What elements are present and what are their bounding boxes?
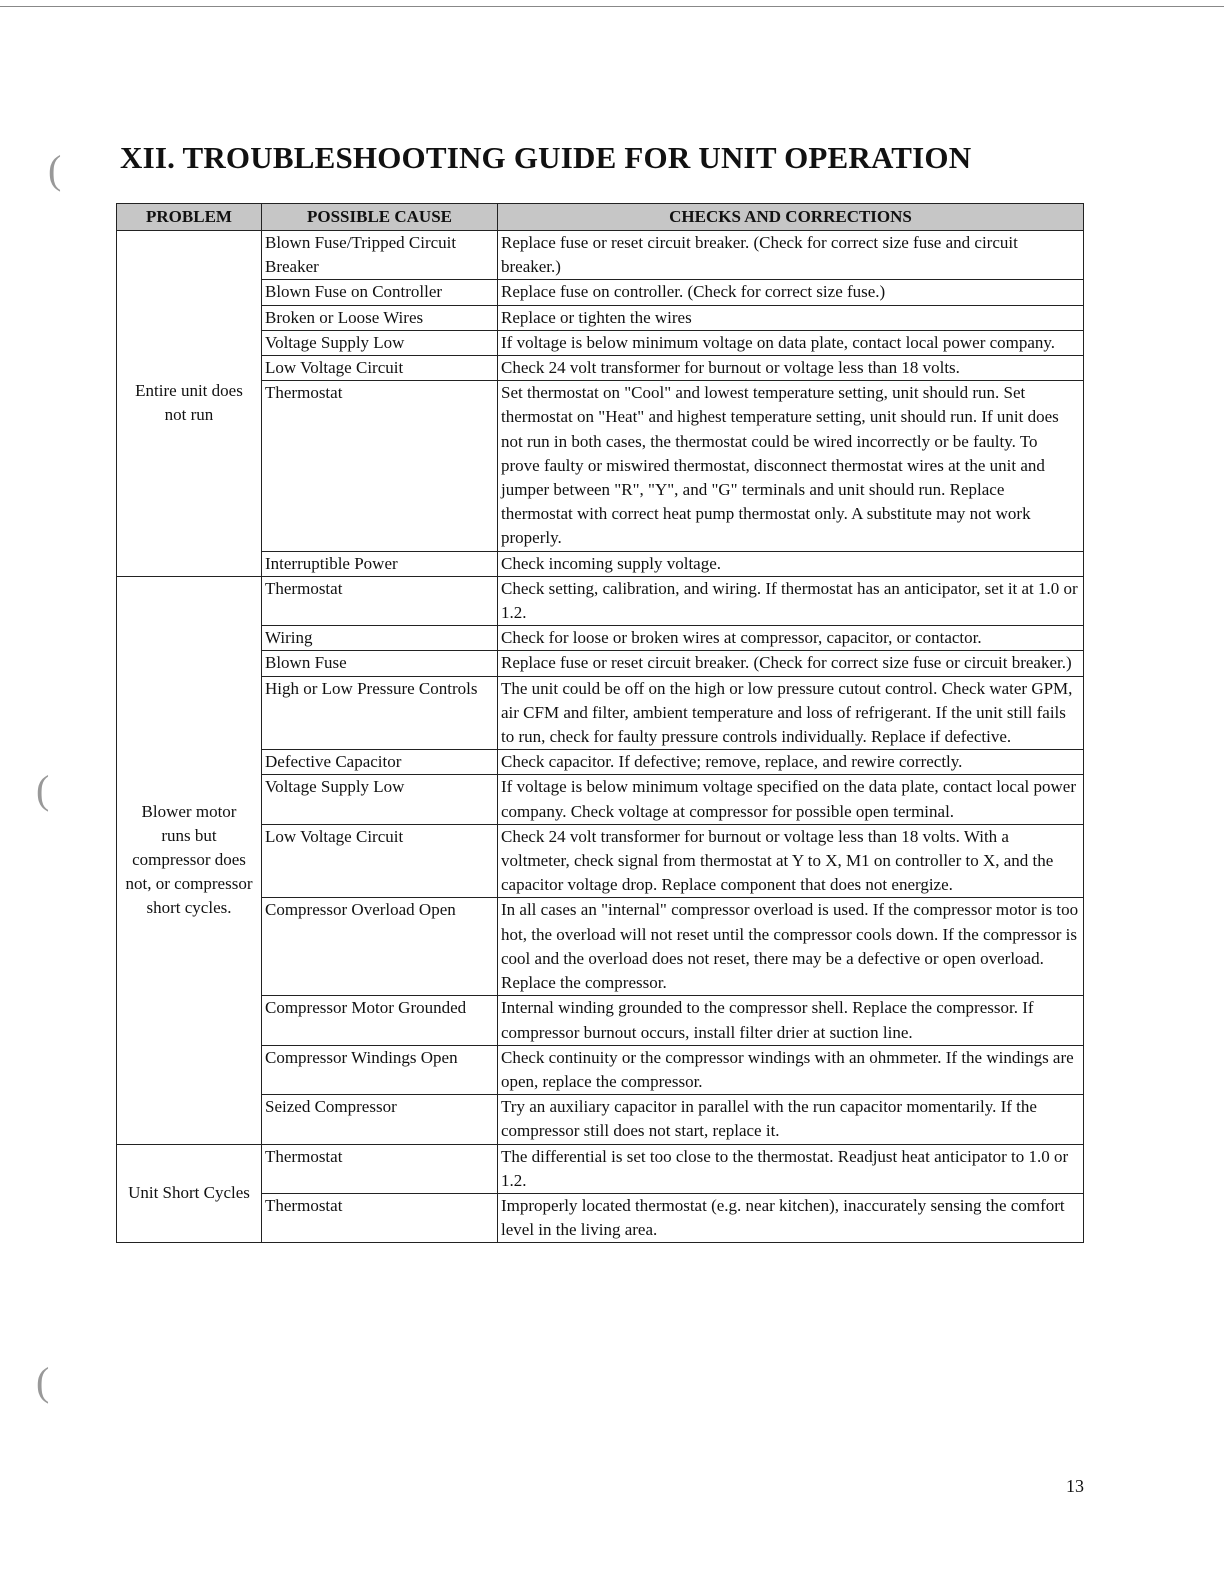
cause-cell: Interruptible Power — [262, 551, 498, 576]
table-row — [117, 626, 1084, 651]
correction-cell: Replace fuse on controller. (Check for correct size fuse.) — [498, 280, 1084, 305]
correction-cell: Internal winding grounded to the compressor shell. Replace the compressor. If compressor burnout occurs, install filter drier at suction line. — [498, 996, 1084, 1045]
cause-cell: High or Low Pressure Controls — [262, 676, 498, 750]
correction-cell: Try an auxiliary capacitor in parallel with the run capacitor momentarily. If the compressor still does not start, replace it. — [498, 1095, 1084, 1144]
problem-cell: Entire unit does not run — [117, 231, 262, 577]
cause-cell: Seized Compressor — [262, 1095, 498, 1144]
cause-cell: Thermostat — [262, 1193, 498, 1242]
correction-cell: Replace fuse or reset circuit breaker. (Check for correct size fuse or circuit breaker.) — [498, 651, 1084, 676]
correction-cell: Improperly located thermostat (e.g. near kitchen), inaccurately sensing the comfort level in the living area. — [498, 1193, 1084, 1242]
cause-cell: Low Voltage Circuit — [262, 356, 498, 381]
correction-cell: If voltage is below minimum voltage specified on the data plate, contact local power company. Check voltage at compressor for possible open terminal. — [498, 775, 1084, 824]
correction-cell: In all cases an "internal" compressor overload is used. If the compressor motor is too hot, the overload will not reset until the compressor cools down. If the compressor is cool and the overload does not reset, there may be a defective or open overload. Replace the compressor. — [498, 898, 1084, 996]
table-header-row — [117, 204, 1084, 231]
table-row — [117, 1193, 1084, 1242]
cause-cell: Voltage Supply Low — [262, 775, 498, 824]
cause-cell: Compressor Overload Open — [262, 898, 498, 996]
scan-top-edge — [0, 6, 1224, 7]
cause-cell: Thermostat — [262, 1144, 498, 1193]
correction-cell: Check incoming supply voltage. — [498, 551, 1084, 576]
correction-cell: Check 24 volt transformer for burnout or voltage less than 18 volts. With a voltmeter, check signal from thermostat at Y to X, M1 on controller to X, and the capacitor voltage drop. Replace component that does not energize. — [498, 824, 1084, 898]
cause-cell: Voltage Supply Low — [262, 330, 498, 355]
cause-cell: Thermostat — [262, 576, 498, 625]
column-header-possible-cause: POSSIBLE CAUSE — [262, 204, 498, 231]
correction-cell: Check continuity or the compressor windings with an ohmmeter. If the windings are open, replace the compressor. — [498, 1045, 1084, 1094]
column-header-checks-and-corrections: CHECKS AND CORRECTIONS — [498, 204, 1084, 231]
cause-cell: Thermostat — [262, 381, 498, 551]
correction-cell: Check 24 volt transformer for burnout or voltage less than 18 volts. — [498, 356, 1084, 381]
table-row — [117, 280, 1084, 305]
table-row — [117, 651, 1084, 676]
page-number: 13 — [1066, 1476, 1084, 1496]
correction-cell: The differential is set too close to the thermostat. Readjust heat anticipator to 1.0 or 1.2. — [498, 1144, 1084, 1193]
table-row — [117, 1144, 1084, 1193]
correction-cell: Replace fuse or reset circuit breaker. (Check for correct size fuse and circuit breaker.) — [498, 231, 1084, 280]
correction-cell: Replace or tighten the wires — [498, 305, 1084, 330]
problem-cell: Unit Short Cycles — [117, 1144, 262, 1243]
problem-cell: Blower motor runs but compressor does not, or compressor short cycles. — [117, 576, 262, 1144]
cause-cell: Blown Fuse on Controller — [262, 280, 498, 305]
table-row — [117, 750, 1084, 775]
correction-cell: Set thermostat on "Cool" and lowest temperature setting, unit should run. Set thermostat on "Heat" and highest temperature setting, unit should run. If unit does not run in both cases, the thermostat could be wired incorrectly or be faulty. To prove faulty or miswired thermostat, disconnect thermostat wires at the unit and jumper between "R", "Y", and "G" terminals and unit should run. Replace thermostat with correct heat pump thermostat only. A substitute may not work properly. — [498, 381, 1084, 551]
correction-cell: Check setting, calibration, and wiring. If thermostat has an anticipator, set it at 1.0 or 1.2. — [498, 576, 1084, 625]
cause-cell: Defective Capacitor — [262, 750, 498, 775]
cause-cell: Blown Fuse/Tripped Circuit Breaker — [262, 231, 498, 280]
column-header-problem: PROBLEM — [117, 204, 262, 231]
table-row — [117, 775, 1084, 824]
table-row — [117, 898, 1084, 996]
binder-hole-mark: ( — [36, 1359, 50, 1404]
table-row — [117, 1045, 1084, 1094]
table-row — [117, 305, 1084, 330]
cause-cell: Low Voltage Circuit — [262, 824, 498, 898]
cause-cell: Compressor Motor Grounded — [262, 996, 498, 1045]
table-row — [117, 551, 1084, 576]
binder-hole-mark: ( — [48, 147, 62, 192]
cause-cell: Blown Fuse — [262, 651, 498, 676]
correction-cell: If voltage is below minimum voltage on data plate, contact local power company. — [498, 330, 1084, 355]
table-row — [117, 231, 1084, 280]
correction-cell: Check capacitor. If defective; remove, replace, and rewire correctly. — [498, 750, 1084, 775]
page-title: XII. TROUBLESHOOTING GUIDE FOR UNIT OPERATION — [120, 140, 972, 175]
binder-hole-mark: ( — [36, 767, 50, 812]
cause-cell: Compressor Windings Open — [262, 1045, 498, 1094]
correction-cell: Check for loose or broken wires at compressor, capacitor, or contactor. — [498, 626, 1084, 651]
correction-cell: The unit could be off on the high or low pressure cutout control. Check water GPM, air CFM and filter, ambient temperature and loss of refrigerant. If the unit still fails to run, check for faulty pressure controls individually. Replace if defective. — [498, 676, 1084, 750]
table-row — [117, 1095, 1084, 1144]
table-row — [117, 996, 1084, 1045]
table-row — [117, 676, 1084, 750]
table-row — [117, 824, 1084, 898]
table-row — [117, 576, 1084, 625]
cause-cell: Broken or Loose Wires — [262, 305, 498, 330]
cause-cell: Wiring — [262, 626, 498, 651]
table-row — [117, 381, 1084, 551]
table-row — [117, 356, 1084, 381]
table-row — [117, 330, 1084, 355]
troubleshooting-table — [116, 203, 1084, 1243]
